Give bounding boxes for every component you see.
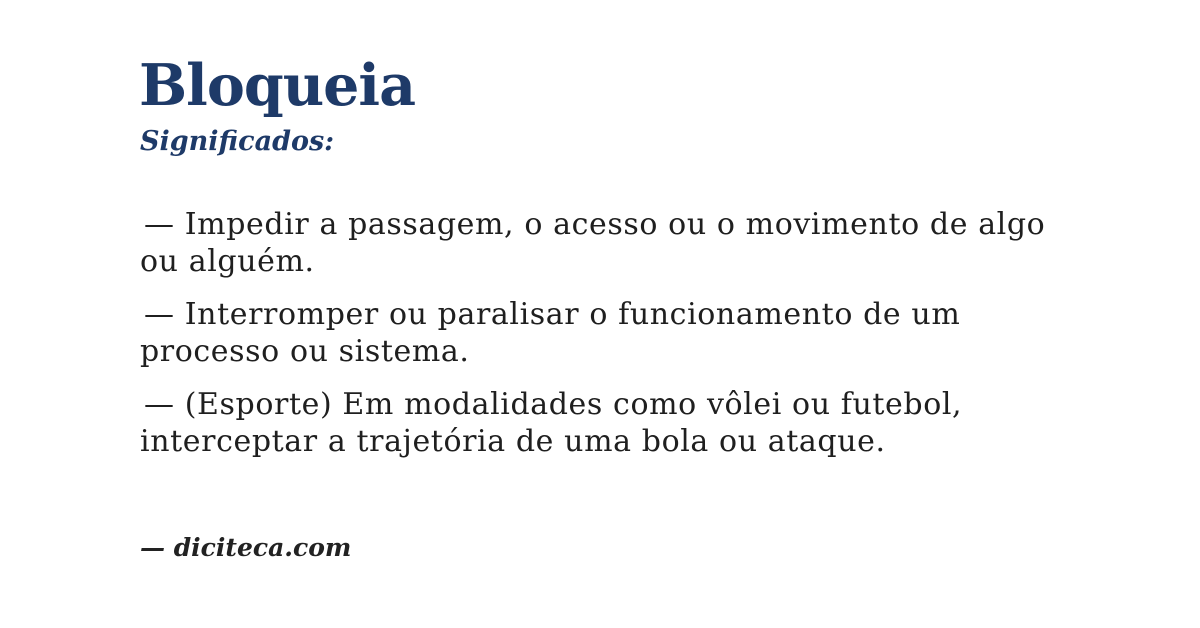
definition-line: — Impedir a passagem, o acesso ou o movimento de algo [144, 207, 1046, 242]
definition-line: ou alguém. [140, 244, 315, 279]
word-title: Bloqueia [139, 52, 415, 119]
definition-line: — (Esporte) Em modalidades como vôlei ou futebol, [144, 387, 963, 422]
definition-line: — Interromper ou paralisar o funcionamento de um [144, 297, 961, 332]
definition-item [140, 296, 1150, 370]
definitions-list [140, 206, 1150, 476]
definition-item [140, 386, 1150, 460]
meanings-label: Significados: [140, 126, 335, 157]
site-attribution: — diciteca.com [140, 533, 352, 562]
definition-line: interceptar a trajetória de uma bola ou ataque. [140, 424, 886, 459]
definition-line: processo ou sistema. [140, 334, 470, 369]
definition-item [140, 206, 1150, 280]
